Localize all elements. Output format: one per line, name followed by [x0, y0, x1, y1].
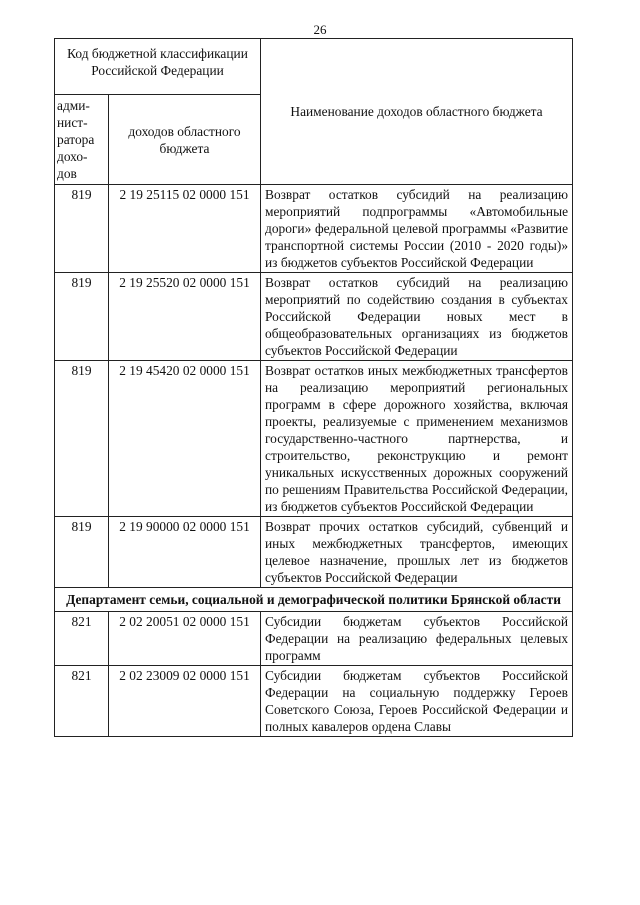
admin-code: 819: [55, 185, 109, 273]
section-row: [55, 588, 573, 612]
budget-classification-table: [54, 38, 573, 737]
revenue-name: Возврат остатков иных межбюджетных трансфертов на реализацию мероприятий региональных программ в сфере дорожного хозяйства, включая проекты, реализуемые с применением механизмов государственно-частного партнерства, и строительство, реконструкцию и ремонт уникальных искусственных дорожных сооружений по решениям Правительства Российской Федерации, из бюджетов субъектов Российской Федерации: [261, 361, 573, 517]
header-row-top: [55, 39, 573, 95]
admin-code: 819: [55, 361, 109, 517]
admin-code: 821: [55, 666, 109, 737]
revenue-code: 2 02 23009 02 0000 151: [109, 666, 261, 737]
header-revenue: доходов областного бюджета: [109, 95, 261, 185]
revenue-name: Возврат остатков субсидий на реализацию мероприятий подпрограммы «Автомобильные дороги» федеральной целевой программы «Развитие транспортной системы России (2010 - 2020 годы)» из бюджетов субъектов Российской Федерации: [261, 185, 573, 273]
header-classification: Код бюджетной классификации Российской Федерации: [55, 39, 261, 95]
header-admin: адми-нист-ратора дохо-дов: [55, 95, 109, 185]
table-row: [55, 612, 573, 666]
table-row: [55, 361, 573, 517]
table-row: [55, 185, 573, 273]
revenue-code: 2 19 90000 02 0000 151: [109, 517, 261, 588]
revenue-code: 2 19 45420 02 0000 151: [109, 361, 261, 517]
page-number: 26: [313, 22, 327, 37]
revenue-code: 2 19 25115 02 0000 151: [109, 185, 261, 273]
table-row: [55, 666, 573, 737]
revenue-code: 2 19 25520 02 0000 151: [109, 273, 261, 361]
revenue-name: Субсидии бюджетам субъектов Российской Федерации на реализацию федеральных целевых программ: [261, 612, 573, 666]
admin-code: 821: [55, 612, 109, 666]
revenue-name: Субсидии бюджетам субъектов Российской Федерации на социальную поддержку Героев Советского Союза, Героев Российской Федерации и полных кавалеров ордена Славы: [261, 666, 573, 737]
revenue-name: Возврат прочих остатков субсидий, субвенций и иных межбюджетных трансфертов, имеющих целевое назначение, прошлых лет из бюджетов субъектов Российской Федерации: [261, 517, 573, 588]
admin-code: 819: [55, 517, 109, 588]
section-title: Департамент семьи, социальной и демографической политики Брянской области: [55, 588, 573, 612]
admin-code: 819: [55, 273, 109, 361]
revenue-name: Возврат остатков субсидий на реализацию мероприятий по содействию создания в субъектах Российской Федерации новых мест в общеобразовательных организациях из бюджетов субъектов Российской Федерации: [261, 273, 573, 361]
table-row: [55, 517, 573, 588]
table-row: [55, 273, 573, 361]
header-name: Наименование доходов областного бюджета: [261, 39, 573, 185]
revenue-code: 2 02 20051 02 0000 151: [109, 612, 261, 666]
